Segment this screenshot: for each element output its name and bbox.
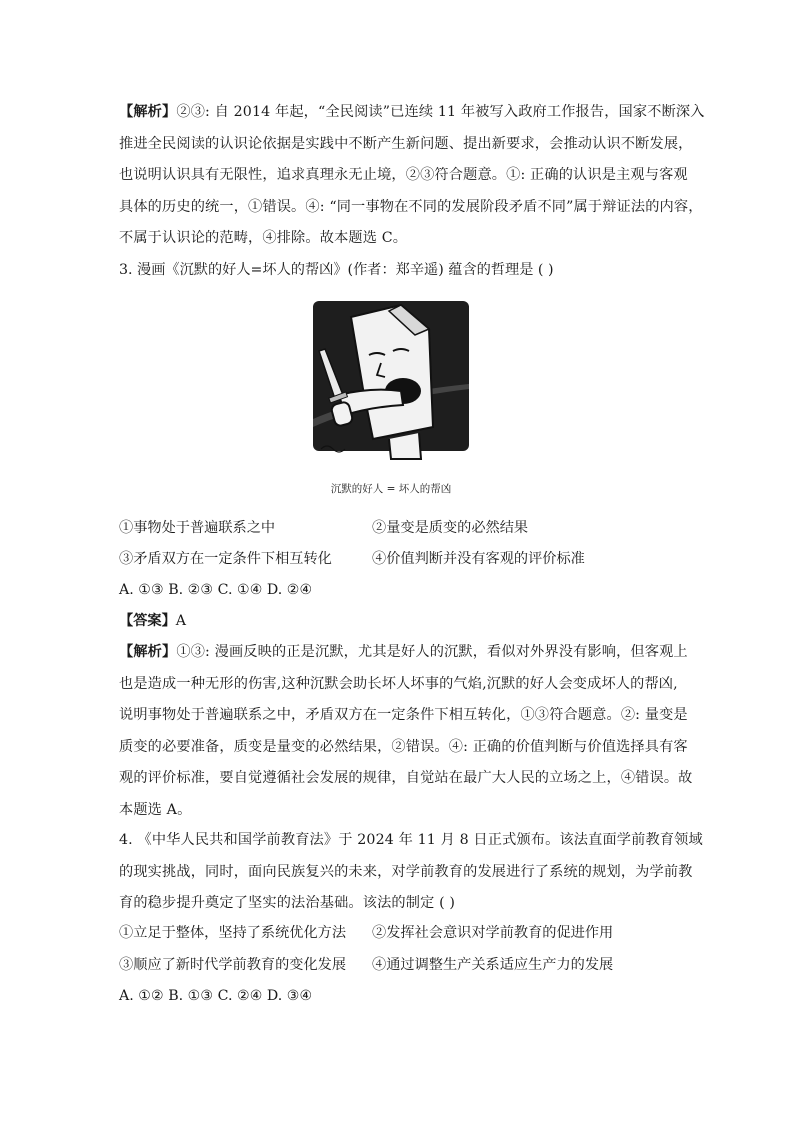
q4-option-3: ③顺应了新时代学前教育的变化发展 [119,957,347,973]
question-4-stem [119,825,703,920]
answer-tag: 【答案】 [119,613,176,629]
q4-option-1: ①立足于整体，坚持了系统优化方法 [119,925,347,941]
q4-stem-line-2: 的现实挑战，同时，面向民族复兴的未来，对学前教育的发展进行了系统的规划，为学前教 [119,863,693,880]
q3-option-2: ②量变是质变的必然结果 [372,520,529,536]
analysis-tag: 【解析】 [119,104,177,120]
analysis-q2-line-3: 也说明认识具有无限性，追求真理永无止境，②③符合题意。①: 正确的认识是主观与客观 [119,167,688,184]
q3-option-4: ④价值判断并没有客观的评价标准 [372,551,585,567]
q3-choices: A. ①③ B. ②③ C. ①④ D. ②④ [119,582,313,598]
analysis-tag: 【解析】 [119,644,177,660]
analysis-q3-line-3: 说明事物处于普遍联系之中，矛盾双方在一定条件下相互转化，①③符合题意。②: 量变是 [119,707,688,724]
q4-stem-line-3: 育的稳步提升奠定了坚实的法治基础。该法的制定 ( ) [119,895,456,912]
analysis-q3-line-1: 【解析】①③: 漫画反映的正是沉默，尤其是好人的沉默，看似对外界没有影响，但客观上 [119,644,688,660]
q3-option-1: ①事物处于普遍联系之中 [119,520,276,536]
q4-option-2: ②发挥社会意识对学前教育的促进作用 [372,925,614,941]
analysis-q2-line-2: 推进全民阅读的认识论依据是实践中不断产生新问题、提出新要求，会推动认识不断发展， [119,135,693,152]
q4-stem-line-1: 4. 《中华人民共和国学前教育法》于 2024 年 11 月 8 日正式颁布。该法直面学前教育领域 [119,832,703,848]
analysis-q3-line-4: 质变的必要准备，质变是量变的必然结果，②错误。④: 正确的价值判断与价值选择具有客 [119,738,688,755]
cartoon-caption: 沉默的好人 = 坏人的帮凶 [330,483,452,495]
cartoon-image [311,299,471,465]
q3-option-3: ③矛盾双方在一定条件下相互转化 [119,551,332,567]
answer-value: A [175,613,187,629]
q4-choices: A. ①② B. ①③ C. ②④ D. ③④ [119,988,313,1004]
analysis-q3-line-2: 也是造成一种无形的伤害,这种沉默会助长坏人坏事的气焰,沉默的好人会变成坏人的帮凶, [119,675,678,692]
analysis-q3-line-5: 观的评价标准，要自觉遵循社会发展的规律，自觉站在最广大人民的立场之上，④错误。故 [119,770,693,787]
analysis-q2 [119,97,705,255]
analysis-q2-line-4: 具体的历史的统一，①错误。④: “同一事物在不同的发展阶段矛盾不同”属于辩证法的内容， [119,198,703,215]
analysis-q3-line-6: 本题选 A。 [119,801,192,818]
q4-option-4: ④通过调整生产关系适应生产力的发展 [372,957,614,973]
analysis-q3 [119,637,693,827]
q3-answer [119,611,186,631]
analysis-q2-line-5: 不属于认识论的范畴，④排除。故本题选 C。 [119,230,408,247]
question-3-title: 3. 漫画《沉默的好人=坏人的帮凶》(作者：郑辛遥) 蕴含的哲理是 ( ) [119,262,554,278]
analysis-q2-line-1: 【解析】②③: 自 2014 年起，“全民阅读”已连续 11 年被写入政府工作报告，国家不断深入 [119,104,705,120]
